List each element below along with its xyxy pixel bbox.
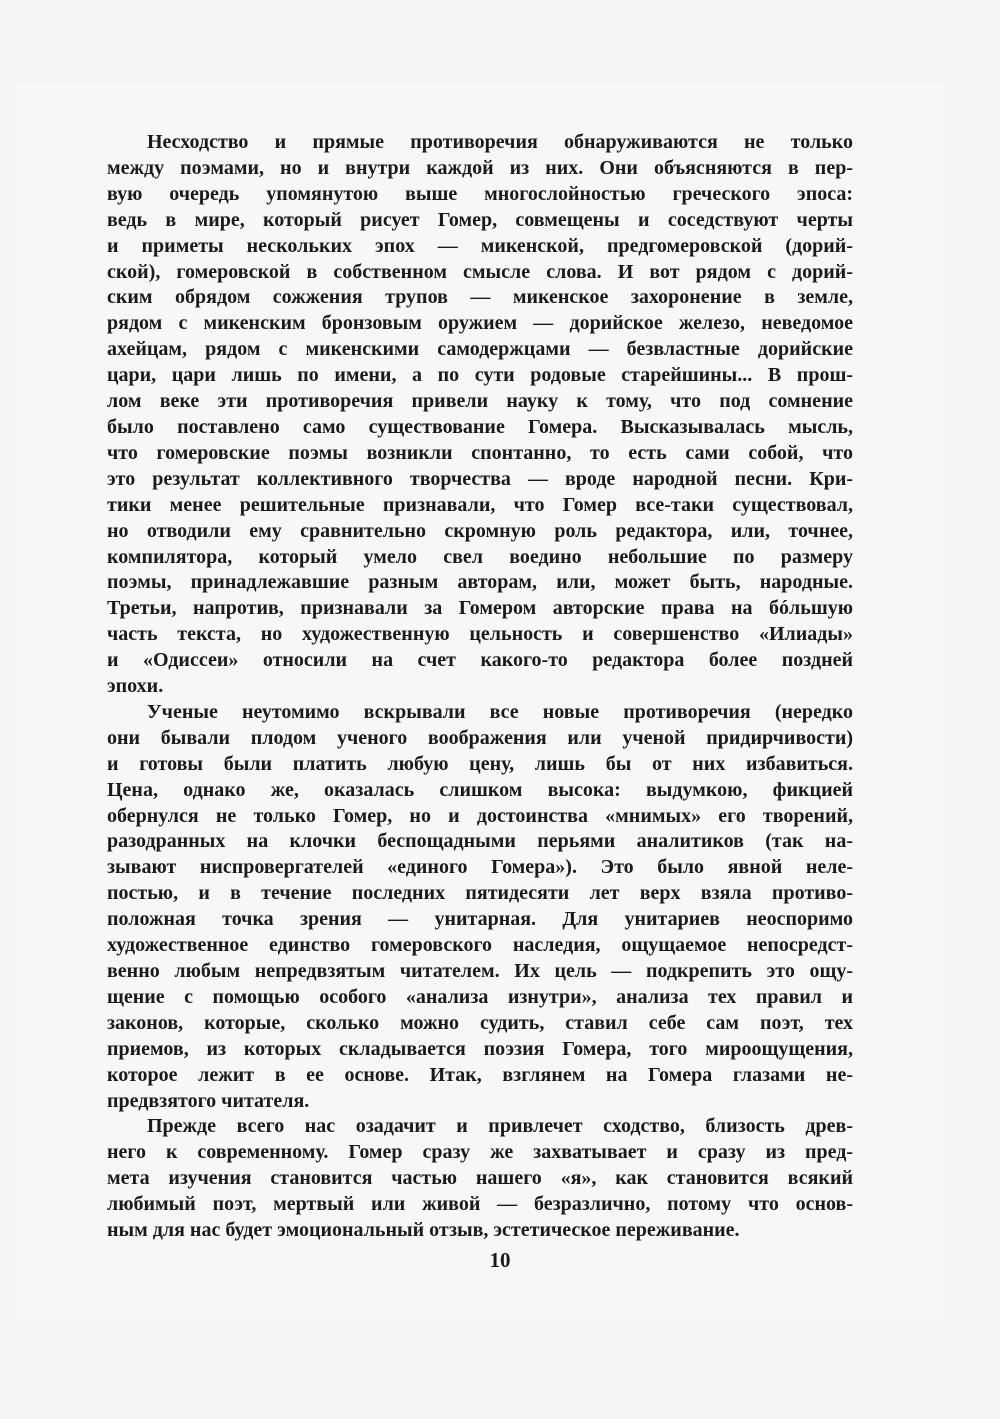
paragraph-1 xyxy=(107,130,853,700)
text-line: лом веке эти противоречия привели науку к тому, что под сомнение xyxy=(107,390,853,413)
text-line: Прежде всего нас озадачит и привлечет сходство, близость древ- xyxy=(147,1115,853,1138)
text-line: положная точка зрения — унитарная. Для унитариев неоспоримо xyxy=(107,908,853,931)
text-line: цари, цари лишь по имени, а по сути родовые старейшины... В прош- xyxy=(107,364,853,387)
text-line: было поставлено само существование Гомера. Высказывалась мысль, xyxy=(107,415,853,438)
text-line: но отводили ему сравнительно скромную роль редактора, или, точнее, xyxy=(107,519,853,542)
text-line: щение с помощью особого «анализа изнутри», анализа тех правил и xyxy=(107,985,853,1008)
text-line: него к современному. Гомер сразу же захватывает и сразу из пред- xyxy=(107,1141,853,1164)
text-line: художественное единство гомеровского наследия, ощущаемое непосредст- xyxy=(107,934,853,957)
text-line: вую очередь упомянутою выше многослойностью греческого эпоса: xyxy=(107,182,853,205)
text-line: постью, и в течение последних пятидесяти лет верх взяла противо- xyxy=(107,882,853,905)
text-line: компилятора, который умело свел воедино небольшие по размеру xyxy=(107,545,853,568)
text-line: приемов, из которых складывается поэзия Гомера, того мироощущения, xyxy=(107,1037,853,1060)
text-line: что гомеровские поэмы возникли спонтанно, то есть сами собой, что xyxy=(107,441,853,464)
text-line: любимый поэт, мертвый или живой — безразлично, потому что основ- xyxy=(107,1193,853,1216)
text-line: Третьи, напротив, признавали за Гомером авторские права на бóльшую xyxy=(107,597,853,620)
text-line: предвзятого читателя. xyxy=(107,1089,310,1112)
body-text xyxy=(107,130,853,1244)
paragraph-2 xyxy=(107,700,853,1115)
text-line: часть текста, но художественную цельность и совершенство «Илиады» xyxy=(107,623,853,646)
paragraph-3 xyxy=(107,1114,853,1244)
text-line: ской), гомеровской в собственном смысле слова. И вот рядом с дорий- xyxy=(107,260,853,283)
text-line: венно любым непредвзятым читателем. Их цель — подкрепить это ощу- xyxy=(107,960,853,982)
text-line: эпохи. xyxy=(107,675,164,698)
text-line: Ученые неутомимо вскрывали все новые противоречия (нередко xyxy=(147,700,853,723)
text-line: законов, которые, сколько можно судить, ставил себе сам поэт, тех xyxy=(107,1011,853,1034)
text-line: Несходство и прямые противоречия обнаруживаются не только xyxy=(147,131,853,153)
text-line: и готовы были платить любую цену, лишь бы от них избавиться. xyxy=(107,752,853,775)
text-line: поэмы, принадлежавшие разным авторам, или, может быть, народные. xyxy=(107,571,853,594)
text-line: это результат коллективного творчества — вроде народной песни. Кри- xyxy=(107,467,853,490)
text-line: ведь в мире, который рисует Гомер, совмещены и соседствуют черты xyxy=(107,208,853,231)
text-line: ным для нас будет эмоциональный отзыв, эстетическое переживание. xyxy=(107,1219,740,1242)
text-line: ским обрядом сожжения трупов — микенское захоронение в земле, xyxy=(107,286,853,309)
text-line: Цена, однако же, оказалась слишком высока: выдумкою, фикцией xyxy=(107,778,853,801)
text-line: тики менее решительные признавали, что Гомер все-таки существовал, xyxy=(107,493,853,516)
text-line: между поэмами, но и внутри каждой из них. Они объясняются в пер- xyxy=(107,156,853,179)
text-line: они бывали плодом ученого воображения или ученой придирчивости) xyxy=(107,726,853,749)
text-line: и «Одиссеи» относили на счет какого-то редактора более поздней xyxy=(107,649,853,672)
text-line: и приметы нескольких эпох — микенской, предгомеровской (дорий- xyxy=(107,234,853,257)
page-number: 10 xyxy=(489,1248,511,1272)
text-line: обернулся не только Гомер, но и достоинства «мнимых» его творений, xyxy=(107,804,853,827)
text-line: которое лежит в ее основе. Итак, взглянем на Гомера глазами не- xyxy=(107,1063,853,1086)
text-line: мета изучения становится частью нашего «я», как становится всякий xyxy=(107,1167,853,1190)
text-line: разодранных на клочки беспощадными перьями аналитиков (так на- xyxy=(107,830,853,853)
text-line: рядом с микенским бронзовым оружием — дорийское железо, неведомое xyxy=(107,312,853,335)
text-line: зывают ниспровергателей «единого Гомера»). Это было явной неле- xyxy=(107,856,853,879)
text-line: ахейцам, рядом с микенскими самодержцами — безвластные дорийские xyxy=(107,338,853,361)
